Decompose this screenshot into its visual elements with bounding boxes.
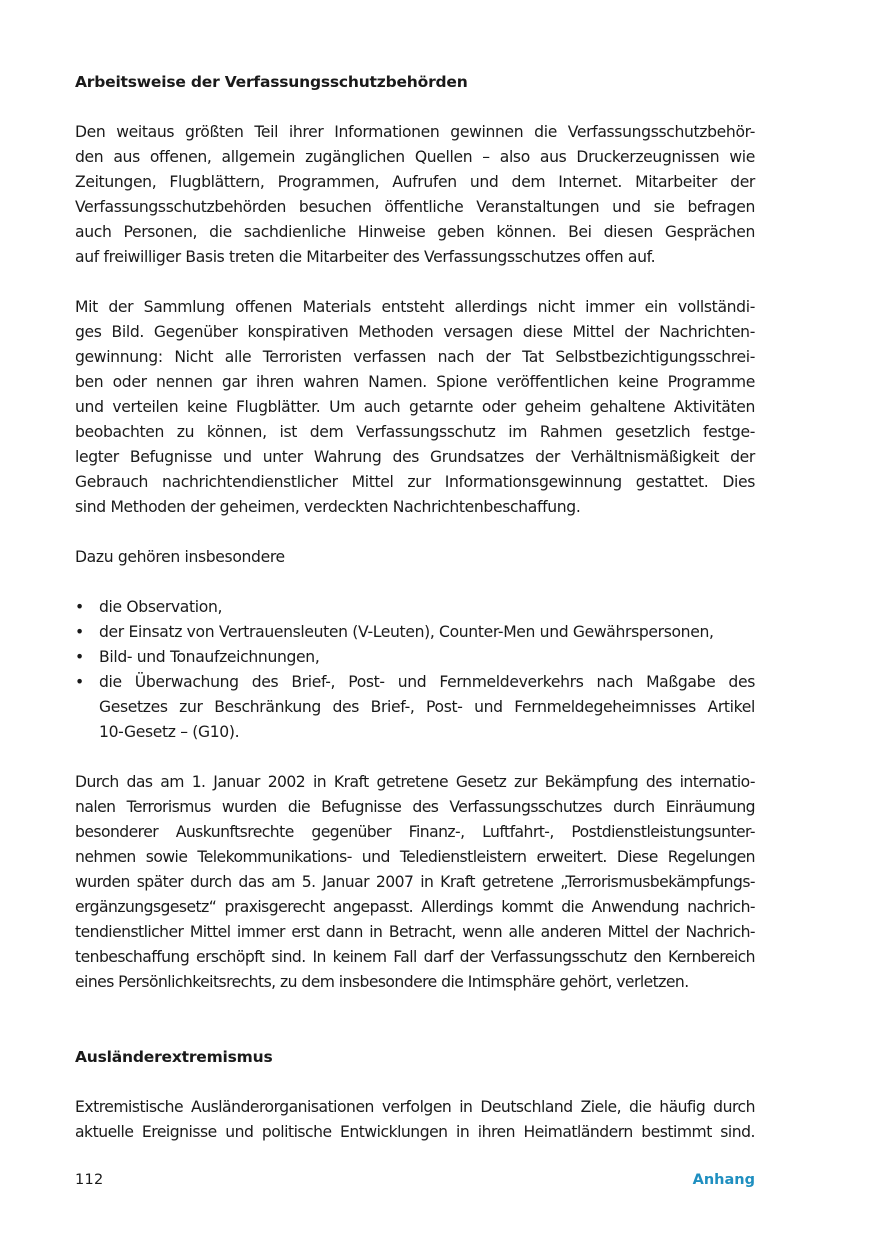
heading-arbeitsweise: Arbeitsweise der Verfassungsschutzbehörden (75, 73, 468, 91)
text-line: wurden später durch das am 5. Januar 2007 in Kraft getretene „Terrorismusbekämpfungs- (75, 873, 755, 891)
text-line: Dazu gehören insbesondere (75, 548, 285, 566)
text-line: Zeitungen, Flugblättern, Programmen, Aufrufen und dem Internet. Mitarbeiter der (75, 173, 755, 191)
text-line: auf freiwilliger Basis treten die Mitarbeiter des Verfassungsschutzes offen auf. (75, 248, 656, 266)
text-line: den aus offenen, allgemein zugänglichen Quellen – also aus Druckerzeugnissen wie (75, 148, 755, 166)
text-line: tenbeschaffung erschöpft sind. In keinem Fall darf der Verfassungsschutz den Kernbereich (75, 948, 755, 966)
paragraph-offenes-material (75, 295, 755, 520)
text-line: gewinnung: Nicht alle Terroristen verfassen nach der Tat Selbstbezichtigungsschrei- (75, 348, 755, 366)
list-item (75, 670, 755, 745)
text-line: die Observation, (99, 598, 223, 616)
page-content (75, 70, 755, 1145)
text-line: beobachten zu können, ist dem Verfassungsschutz im Rahmen gesetzlich festge- (75, 423, 755, 441)
text-line: Den weitaus größten Teil ihrer Informationen gewinnen die Verfassungsschutzbehör- (75, 123, 755, 141)
text-line: besonderer Auskunftsrechte gegenüber Finanz-, Luftfahrt-, Postdienstleistungsunter- (75, 823, 755, 841)
text-line: 10-Gesetz – (G10). (99, 723, 240, 741)
paragraph-auslaenderorganisationen (75, 1095, 755, 1145)
page-number: 112 (75, 1172, 104, 1188)
text-line: Mit der Sammlung offenen Materials entsteht allerdings nicht immer ein vollständi- (75, 298, 755, 316)
text-line: tendienstlicher Mittel immer erst dann in Betracht, wenn alle anderen Mittel der Nachrich- (75, 923, 755, 941)
text-line: Extremistische Ausländerorganisationen verfolgen in Deutschland Ziele, die häufig durch (75, 1098, 755, 1116)
paragraph-dazu-gehoeren (75, 545, 755, 570)
bullet-icon: • (75, 598, 84, 616)
text-line: ges Bild. Gegenüber konspirativen Methoden versagen diese Mittel der Nachrichten- (75, 323, 755, 341)
bullet-icon: • (75, 673, 84, 691)
text-line: die Überwachung des Brief-, Post- und Fernmeldeverkehrs nach Maßgabe des (99, 673, 755, 691)
bullet-icon: • (75, 648, 84, 666)
text-line: Verfassungsschutzbehörden besuchen öffentliche Veranstaltungen und sie befragen (75, 198, 755, 216)
text-line: sind Methoden der geheimen, verdeckten Nachrichtenbeschaffung. (75, 498, 581, 516)
text-line: nehmen sowie Telekommunikations- und Teledienstleistern erweitert. Diese Regelungen (75, 848, 755, 866)
text-line: Gebrauch nachrichtendienstlicher Mittel zur Informationsgewinnung gestattet. Dies (75, 473, 755, 491)
text-line: Durch das am 1. Januar 2002 in Kraft getretene Gesetz zur Bekämpfung des internatio- (75, 773, 755, 791)
heading-auslaenderextremismus: Ausländerextremismus (75, 1048, 273, 1066)
text-line: aktuelle Ereignisse und politische Entwicklungen in ihren Heimatländern bestimmt sind. (75, 1123, 755, 1141)
section-label: Anhang (692, 1172, 755, 1188)
text-line: legter Befugnisse und unter Wahrung des Grundsatzes der Verhältnismäßigkeit der (75, 448, 755, 466)
list-item (75, 645, 755, 670)
list-item (75, 595, 755, 620)
text-line: und verteilen keine Flugblätter. Um auch getarnte oder geheim gehaltene Aktivitäten (75, 398, 755, 416)
text-line: eines Persönlichkeitsrechts, zu dem insbesondere die Intimsphäre gehört, verletzen. (75, 973, 689, 991)
text-line: ben oder nennen gar ihren wahren Namen. Spione veröffentlichen keine Programme (75, 373, 755, 391)
list-item (75, 620, 755, 645)
text-line: der Einsatz von Vertrauensleuten (V-Leuten), Counter-Men und Gewährspersonen, (99, 623, 714, 641)
methods-list (75, 595, 755, 745)
text-line: ergänzungsgesetz“ praxisgerecht angepasst. Allerdings kommt die Anwendung nachrich- (75, 898, 755, 916)
bullet-icon: • (75, 623, 84, 641)
text-line: auch Personen, die sachdienliche Hinweise geben können. Bei diesen Gesprächen (75, 223, 755, 241)
paragraph-terrorismusbekaempfung (75, 770, 755, 995)
paragraph-offene-quellen (75, 120, 755, 270)
text-line: Gesetzes zur Beschränkung des Brief-, Post- und Fernmeldegeheimnisses Artikel (99, 698, 755, 716)
text-line: nalen Terrorismus wurden die Befugnisse des Verfassungsschutzes durch Einräumung (75, 798, 755, 816)
text-line: Bild- und Tonaufzeichnungen, (99, 648, 320, 666)
page-footer (75, 1168, 755, 1193)
